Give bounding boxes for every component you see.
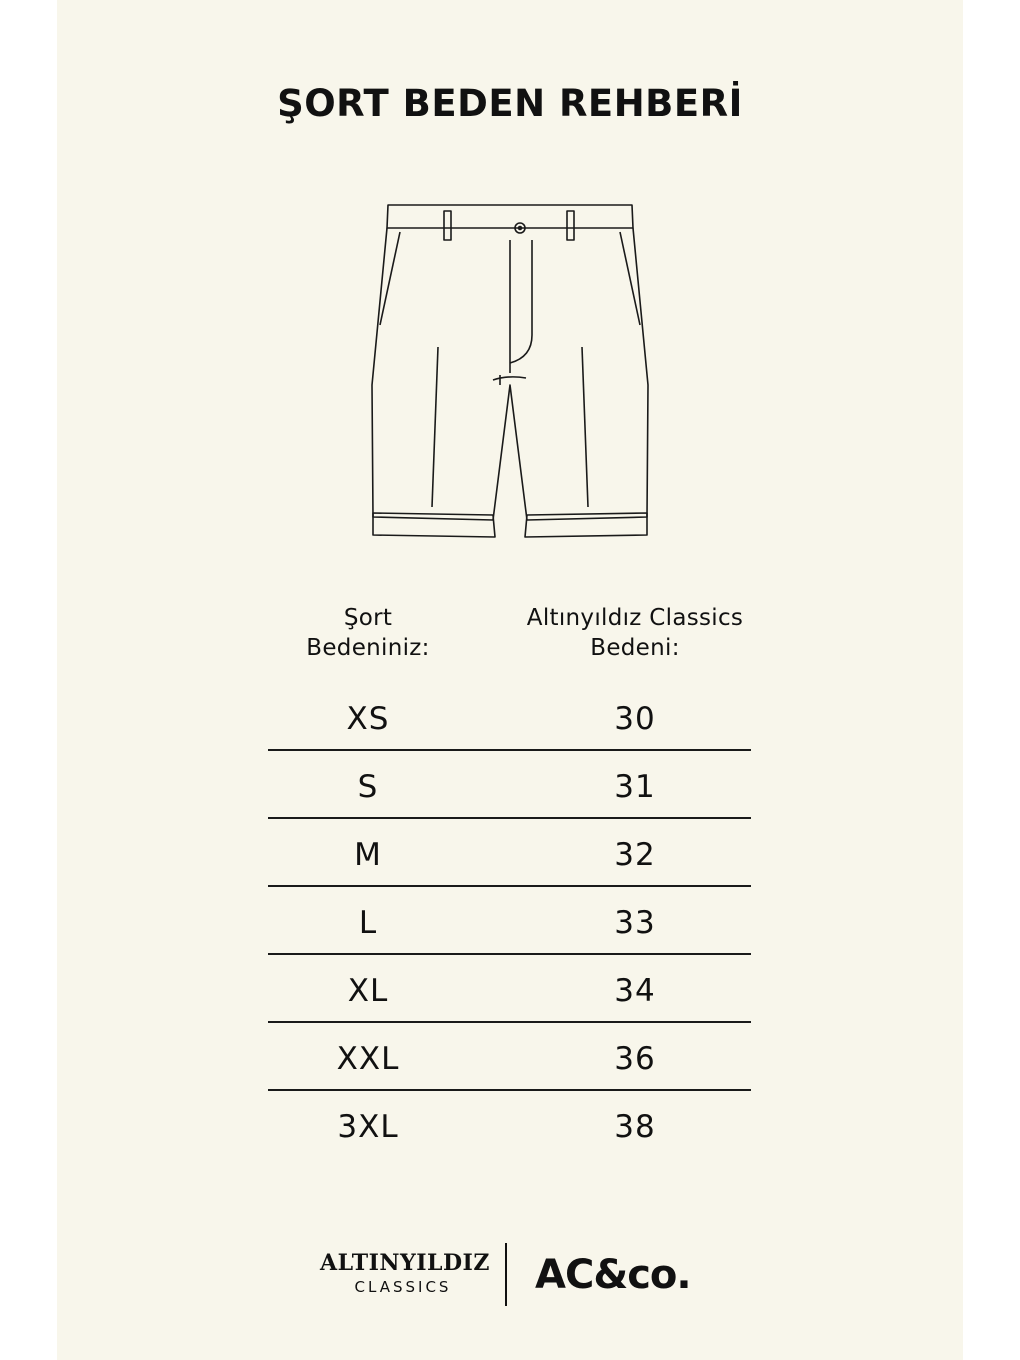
column-header-size-line2: Bedeniniz: <box>306 635 430 661</box>
altinyildiz-logo: ALTINYILDIZ <box>320 1250 490 1276</box>
number-cell: 34 <box>614 973 656 1009</box>
table-row <box>268 751 751 819</box>
number-cell: 32 <box>614 837 656 873</box>
column-header-size <box>268 603 468 663</box>
acco-logo: AC&co. <box>535 1252 691 1298</box>
column-header-brand-size-line1: Altınyıldız Classics <box>526 605 744 631</box>
size-cell: 3XL <box>337 1109 399 1145</box>
number-cell: 38 <box>614 1109 656 1145</box>
logo-divider <box>505 1243 507 1306</box>
size-cell: XL <box>347 973 389 1009</box>
column-header-brand-size-line2: Bedeni: <box>590 635 680 661</box>
size-cell: XXL <box>336 1041 400 1077</box>
table-row <box>268 1023 751 1091</box>
number-cell: 33 <box>614 905 656 941</box>
table-row <box>268 887 751 955</box>
altinyildiz-logo-subtitle: CLASSICS <box>354 1278 452 1296</box>
column-header-brand-size <box>505 603 765 663</box>
table-row <box>268 819 751 887</box>
size-cell: S <box>357 769 379 805</box>
number-cell: 30 <box>614 701 656 737</box>
shorts-illustration <box>360 195 660 555</box>
number-cell: 31 <box>614 769 656 805</box>
number-cell: 36 <box>614 1041 656 1077</box>
page-title: ŞORT BEDEN REHBERİ <box>277 82 743 125</box>
size-cell: M <box>354 837 382 873</box>
size-table <box>268 683 751 1159</box>
table-row <box>268 683 751 751</box>
size-cell: L <box>358 905 378 941</box>
footer-logos <box>0 1240 1020 1310</box>
column-header-size-line1: Şort <box>343 605 393 631</box>
table-row <box>268 955 751 1023</box>
size-cell: XS <box>346 701 390 737</box>
table-row <box>268 1091 751 1159</box>
